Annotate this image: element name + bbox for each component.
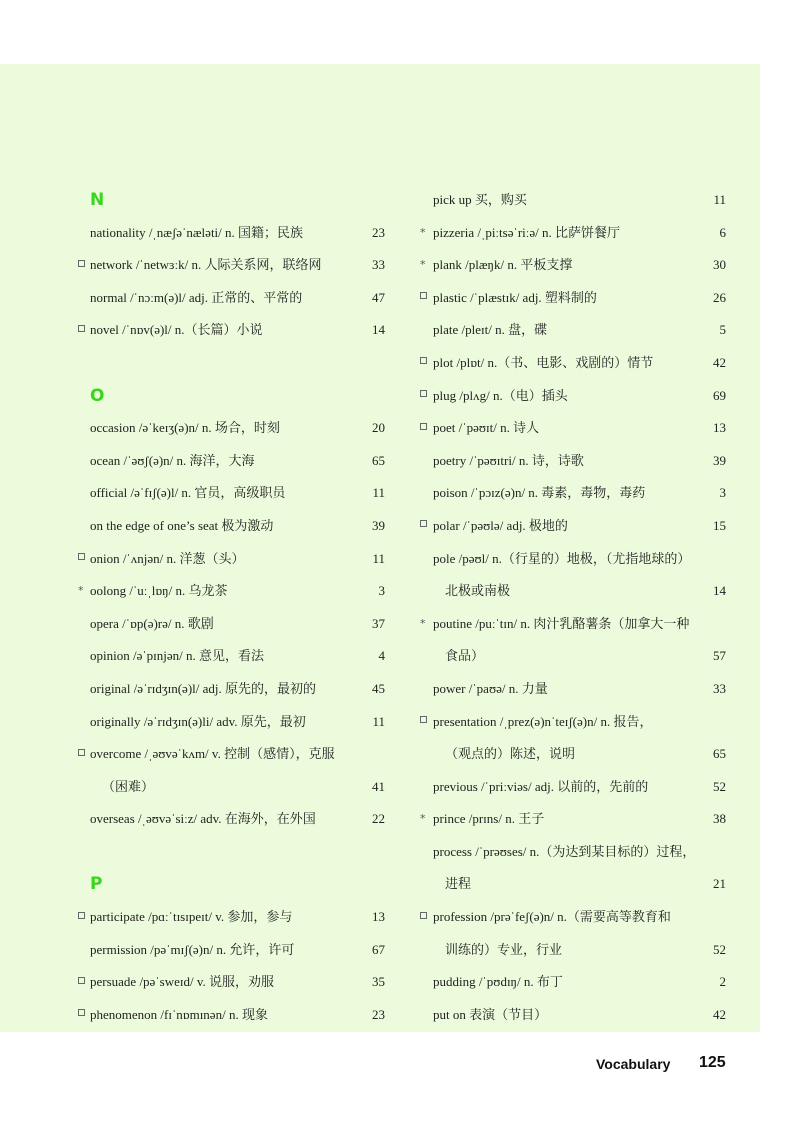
- entry-text: participate /pɑːˈtɪsɪpeɪt/ v. 参加，参与: [90, 909, 293, 925]
- entry-text: polar /ˈpəʊlə/ adj. 极地的: [433, 517, 568, 533]
- entry-text: previous /ˈpriːviəs/ adj. 以前的，先前的: [433, 778, 649, 794]
- entry-page-number: 37: [372, 615, 385, 631]
- vocab-entry: [0, 514, 385, 547]
- vocab-entry: [0, 807, 385, 840]
- entry-text: ocean /ˈəʊʃ(ə)n/ n. 海洋，大海: [90, 452, 255, 468]
- entry-page-number: 42: [713, 1006, 726, 1022]
- entry-text: plastic /ˈplæstɪk/ adj. 塑料制的: [433, 289, 597, 305]
- entry-text: process /ˈprəʊses/ n.（为达到某目标的）过程，: [433, 843, 696, 859]
- entry-page-number: 69: [713, 387, 726, 403]
- entry-text: pick up 买，购买: [433, 192, 527, 207]
- entry-page-number: 13: [372, 909, 385, 925]
- vocab-entry: [0, 318, 385, 351]
- entry-text: original /əˈrɪdʒɪn(ə)l/ adj. 原先的，最初的: [90, 680, 317, 696]
- entry-continuation: [420, 644, 726, 677]
- entry-text: pudding /ˈpʊdɪŋ/ n. 布丁: [433, 974, 563, 990]
- entry-text: on the edge of one’s seat 极为激动: [90, 517, 274, 533]
- star-marker-icon: [420, 612, 426, 637]
- entry-page-number: 11: [713, 192, 726, 207]
- entry-continuation: [420, 872, 726, 905]
- entry-page-number: 23: [372, 224, 385, 240]
- vocab-entry: [420, 775, 726, 808]
- entry-text: novel /ˈnɒv(ə)l/ n.（长篇）小说: [90, 322, 263, 338]
- entry-text: plate /pleɪt/ n. 盘，碟: [433, 322, 548, 338]
- entry-text: 训练的）专业，行业: [445, 941, 563, 957]
- vocab-entry: [0, 612, 385, 645]
- square-marker-icon: [420, 514, 427, 538]
- entry-page-number: 47: [372, 289, 385, 305]
- entry-page-number: 11: [372, 550, 385, 566]
- entry-page-number: 21: [713, 876, 726, 892]
- entry-text: pizzeria /ˌpiːtsəˈriːə/ n. 比萨饼餐厅: [433, 224, 621, 240]
- vocab-entry: [420, 514, 726, 547]
- square-marker-icon: [78, 318, 85, 342]
- square-marker-icon: [78, 1003, 85, 1027]
- section-letter-heading: P: [90, 874, 103, 895]
- vocab-entry: [420, 970, 726, 1003]
- entry-text: presentation /ˌprez(ə)nˈteɪʃ(ə)n/ n. 报告，: [433, 713, 653, 729]
- vocab-entry: [0, 1003, 385, 1036]
- square-marker-icon: [78, 970, 85, 994]
- entry-text: normal /ˈnɔːm(ə)l/ adj. 正常的、平常的: [90, 289, 303, 305]
- vocab-entry: [0, 970, 385, 1003]
- entry-text: poison /ˈpɔɪz(ə)n/ n. 毒素，毒物，毒药: [433, 485, 646, 501]
- entry-text: 北极或南极: [445, 583, 511, 599]
- entry-page-number: 33: [372, 257, 385, 273]
- entry-text: （观点的）陈述，说明: [445, 746, 576, 762]
- entry-page-number: 3: [719, 485, 726, 501]
- square-marker-icon: [420, 286, 427, 310]
- vocab-entry: [0, 416, 385, 449]
- entry-page-number: 35: [372, 974, 385, 990]
- entry-text: power /ˈpaʊə/ n. 力量: [433, 680, 548, 696]
- square-marker-icon: [78, 905, 85, 929]
- entry-page-number: 42: [713, 354, 726, 370]
- entry-text: opera /ˈɒp(ə)rə/ n. 歌剧: [90, 615, 214, 631]
- entry-text: 食品）: [445, 648, 485, 664]
- entry-text: network /ˈnetwɜːk/ n. 人际关系网，联络网: [90, 257, 322, 273]
- entry-page-number: 22: [372, 811, 385, 827]
- entry-text: originally /əˈrɪdʒɪn(ə)li/ adv. 原先，最初: [90, 713, 306, 729]
- entry-page-number: 14: [372, 322, 385, 338]
- vocab-entry: [0, 644, 385, 677]
- vocab-entry: [0, 286, 385, 319]
- entry-page-number: 5: [719, 322, 726, 338]
- entry-text: phenomenon /fɪˈnɒmɪnən/ n. 现象: [90, 1006, 268, 1022]
- entry-text: 进程: [445, 876, 472, 892]
- vocab-entry: [420, 807, 726, 840]
- vocab-entry: [420, 188, 726, 221]
- entry-text: pole /pəʊl/ n.（行星的）地极，（尤指地球的）: [433, 550, 691, 566]
- vocab-entry: [420, 416, 726, 449]
- entry-text: profession /prəˈfeʃ(ə)n/ n.（需要高等教育和: [433, 909, 671, 925]
- entry-page-number: 11: [372, 713, 385, 729]
- entry-continuation: [0, 775, 385, 808]
- entry-page-number: 52: [713, 778, 726, 794]
- entry-text: prince /prɪns/ n. 王子: [433, 811, 545, 827]
- entry-text: poutine /puːˈtɪn/ n. 肉汁乳酪薯条（加拿大一种: [433, 615, 690, 631]
- star-marker-icon: [420, 221, 426, 246]
- entry-text: persuade /pəˈsweɪd/ v. 说服，劝服: [90, 974, 275, 990]
- vocab-entry: [420, 351, 726, 384]
- vocab-entry: [0, 710, 385, 743]
- left-column: [0, 188, 385, 1035]
- entry-page-number: 4: [378, 648, 385, 664]
- vocab-entry: [0, 449, 385, 482]
- entry-page-number: 20: [372, 420, 385, 436]
- entry-page-number: 39: [713, 452, 726, 468]
- entry-text: poet /ˈpəʊɪt/ n. 诗人: [433, 420, 540, 436]
- vocab-entry: [420, 1003, 726, 1036]
- entry-page-number: 23: [372, 1006, 385, 1022]
- entry-text: plug /plʌg/ n.（电）插头: [433, 387, 568, 403]
- star-marker-icon: [78, 579, 84, 604]
- vocab-entry: [420, 221, 726, 254]
- entry-text: plot /plɒt/ n.（书、电影、戏剧的）情节: [433, 354, 654, 370]
- entry-page-number: 3: [378, 583, 385, 599]
- entry-page-number: 38: [713, 811, 726, 827]
- entry-text: overcome /ˌəʊvəˈkʌm/ v. 控制（感情），克服: [90, 746, 335, 762]
- entry-text: occasion /əˈkeɪʒ(ə)n/ n. 场合，时刻: [90, 420, 280, 436]
- entry-page-number: 65: [713, 746, 726, 762]
- entry-continuation: [420, 579, 726, 612]
- entry-page-number: 52: [713, 941, 726, 957]
- section-spacer: [0, 840, 385, 873]
- entry-text: opinion /əˈpɪnjən/ n. 意见，看法: [90, 648, 265, 664]
- entry-page-number: 11: [372, 485, 385, 501]
- entry-page-number: 39: [372, 517, 385, 533]
- vocab-entry: [0, 938, 385, 971]
- right-column: [420, 188, 726, 1035]
- vocab-entry: [0, 677, 385, 710]
- square-marker-icon: [420, 384, 427, 408]
- square-marker-icon: [420, 710, 427, 734]
- vocab-entry: [420, 710, 726, 743]
- vocab-entry: [420, 384, 726, 417]
- entry-text: poetry /ˈpəʊɪtri/ n. 诗，诗歌: [433, 452, 584, 468]
- vocab-entry: [0, 742, 385, 775]
- vocab-entry: [0, 579, 385, 612]
- entry-page-number: 41: [372, 778, 385, 794]
- entry-page-number: 30: [713, 257, 726, 273]
- vocab-entry: [420, 318, 726, 351]
- vocabulary-panel: [0, 64, 760, 1032]
- vocab-entry: [420, 905, 726, 938]
- entry-text: onion /ˈʌnjən/ n. 洋葱（头）: [90, 550, 245, 566]
- vocab-entry: [0, 481, 385, 514]
- entry-page-number: 6: [719, 224, 726, 240]
- footer-page-number: 125: [699, 1054, 726, 1071]
- section-letter-heading: N: [90, 190, 105, 210]
- entry-continuation: [420, 742, 726, 775]
- vocab-entry: [420, 547, 726, 580]
- vocab-entry: [420, 253, 726, 286]
- section-letter-heading: O: [90, 385, 105, 406]
- entry-page-number: 57: [713, 648, 726, 664]
- vocab-entry: [420, 481, 726, 514]
- entry-text: plank /plæŋk/ n. 平板支撑: [433, 257, 573, 273]
- footer-label: Vocabulary: [596, 1056, 671, 1072]
- entry-page-number: 65: [372, 452, 385, 468]
- entry-continuation: [420, 938, 726, 971]
- star-marker-icon: [420, 807, 426, 832]
- entry-text: put on 表演（节目）: [433, 1006, 548, 1022]
- vocab-entry: [0, 905, 385, 938]
- vocab-entry: [420, 449, 726, 482]
- star-marker-icon: [420, 253, 426, 278]
- entry-page-number: 14: [713, 583, 726, 599]
- vocab-entry: [420, 677, 726, 710]
- vocab-entry: [0, 221, 385, 254]
- entry-text: nationality /ˌnæʃəˈnæləti/ n. 国籍；民族: [90, 224, 304, 240]
- square-marker-icon: [420, 351, 427, 375]
- entry-page-number: 45: [372, 680, 385, 696]
- entry-text: overseas /ˌəʊvəˈsiːz/ adv. 在海外，在外国: [90, 811, 316, 827]
- entry-text: oolong /ˈuːˌlɒŋ/ n. 乌龙茶: [90, 583, 228, 599]
- entry-page-number: 15: [713, 517, 726, 533]
- square-marker-icon: [78, 547, 85, 571]
- vocab-entry: [420, 612, 726, 645]
- vocab-entry: [0, 547, 385, 580]
- entry-text: （困难）: [102, 778, 155, 794]
- square-marker-icon: [420, 416, 427, 440]
- entry-page-number: 67: [372, 941, 385, 957]
- vocab-entry: [420, 840, 726, 873]
- vocab-entry: [0, 253, 385, 286]
- entry-page-number: 26: [713, 289, 726, 305]
- square-marker-icon: [78, 742, 85, 766]
- section-spacer: [0, 351, 385, 384]
- square-marker-icon: [420, 905, 427, 929]
- vocab-entry: [420, 286, 726, 319]
- entry-text: official /əˈfɪʃ(ə)l/ n. 官员，高级职员: [90, 485, 286, 501]
- entry-page-number: 13: [713, 420, 726, 436]
- square-marker-icon: [78, 253, 85, 277]
- entry-text: permission /pəˈmɪʃ(ə)n/ n. 允许，许可: [90, 941, 295, 957]
- entry-page-number: 2: [719, 974, 726, 990]
- entry-page-number: 33: [713, 680, 726, 696]
